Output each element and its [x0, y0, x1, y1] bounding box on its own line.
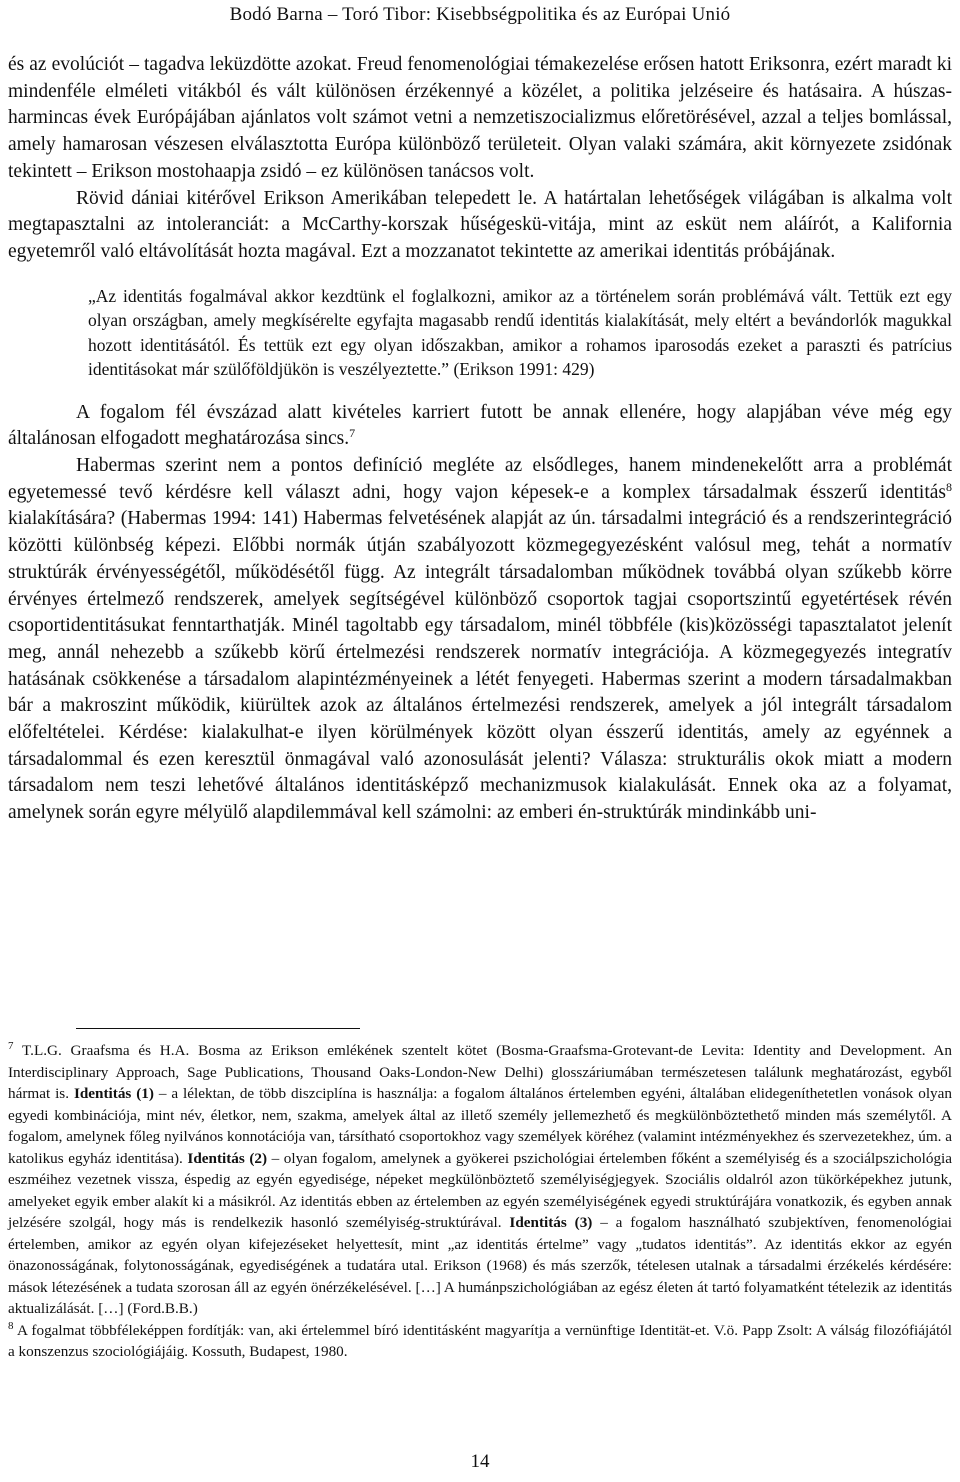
footnote-7-text-c: – olyan fogalom, amelynek a gyökerei pszichológiai értelemben főként a személyiség és a szociálpszichológia eszméihez vezetnek vissza, éspedig az egyén egyedisége, népeket megkülönböztető személyiségjegyek. Szociális oldalról azon tükörképekhez jutunk, amelyeket egyik ember alakít ki a másikról. Az identitás ebben az értelemben az egyén személyiségének egyedi struktúrájára vonatkozik, és egyben annak jelzésére szolgál, hogy más is rendelkezik hasonló személyiség-struktúrával.: [8, 1149, 952, 1231]
paragraph-3: [8, 400, 952, 453]
footnote-ref-7[interactable]: 7: [349, 426, 356, 441]
footnote-7: [8, 1040, 952, 1320]
paragraph-3-text: A fogalom fél évszázad alatt kivételes karriert futott be annak ellenére, hogy alapjában véve még egy általánosan elfogadott meghatározása sincs.: [8, 401, 952, 450]
footnote-8-number: 8: [8, 1319, 14, 1332]
block-quote: „Az identitás fogalmával akkor kezdtünk el foglalkozni, amikor az a történelem során problémává vált. Tettük ezt egy olyan országban, amely megkísérelte egyfajta magasabb rendű identitás kialakítását, mely eltért a bevándorlók magukkal hozott identitásától. És tettük ezt egy olyan időszakban, amikor a rohamos iparosodás ezeket a paraszti és patrícius identitásokat már szülőföldjükön is veszélyeztette.” (Erikson 1991: 429): [88, 285, 952, 380]
footnote-7-term-3: Identitás (3): [509, 1214, 593, 1231]
paragraph-4-text-a: Habermas szerint nem a pontos definíció megléte az elsődleges, hanem mindenekelőtt arra a problémát egyetemessé tevő kérdésre kell választ adni, hogy vajon képesek-e a komplex társadalmak ésszerű identitás: [8, 455, 952, 503]
footnote-ref-8[interactable]: 8: [946, 479, 952, 494]
paragraph-2: Rövid dániai kitérővel Erikson Amerikában telepedett le. A határtalan lehetőségek világában is alkalma volt megtapasztalni az intoleranciát: a McCarthy-korszak hűségeskü-vitája, mint az esküt nem aláírót, a Kalifornia egyetemről való eltávolítását hozta magával. Ezt a mozzanatot tekintette az amerikai identitás próbájának.: [8, 187, 952, 262]
paragraph-4: [8, 453, 952, 827]
footnote-7-term-2: Identitás (2): [187, 1149, 268, 1167]
footnote-7-text-b: – a lélektan, de több diszciplína is használja: a fogalom általános értelemben egyéni, általában elidegeníthetetlen vonások olyan egyedi kombinációja, mint név, életkor, nem, szakma, amelyek által az illető személy jellemezhető és megkülönböztethető minden más személytől. A fogalom, amelynek főleg nyilvános konnotációja van, társítható csoportokhoz vagy személyek köréhez (valamint intézményekhez és szervezetekhez, úm. a katolikus egyház identitása).: [8, 1085, 952, 1167]
footnotes: [8, 1040, 952, 1363]
footnote-separator: [76, 1028, 360, 1029]
footnote-8: [8, 1320, 952, 1363]
footnote-7-text-a: T.L.G. Graafsma és H.A. Bosma az Erikson emlékének szentelt kötet (Bosma-Graafsma-Grotevant-de Levita: Identity and Development. An Interdisciplinary Approach, Sage Publications, Thousand Oaks-London-New Delhi) glosszáriumában természetesen találunk meghatározást, egyből hármat is.: [8, 1042, 952, 1102]
page-number: 14: [470, 1451, 490, 1472]
footnote-7-term-1: Identitás (1): [73, 1085, 154, 1102]
footnote-7-number: 7: [8, 1040, 14, 1052]
paragraph-1: és az evolúciót – tagadva leküzdötte azokat. Freud fenomenológiai témakezelése erősen hatott Eriksonra, ezért maradt ki mindenféle elméleti vitákból és vált különösen érzékennyé a közélet, a politika jelzéseire és hatásaira. A húszas-harmincas évek Európájában ajánlatos volt számot vetni a nemzetiszocializmus előretörésével, azzal a teljes bomlással, amely hamarosan vészesen elválasztotta Európa különböző területeit. Olyan valaki számára, akit környezete zsidónak tekintett – Erikson mostohaapja zsidó – ez különösen tanácsos volt.: [8, 54, 952, 182]
footnote-8-text: A fogalmat többféleképpen fordítják: van, aki értelemmel bíró identitásként magyarítja a vernünftige Identität-et. V.ö. Papp Zsolt: A válság filozófiájától a konszenzus szociológiájáig. Kossuth, Budapest, 1980.: [8, 1321, 952, 1360]
running-header: Bodó Barna – Toró Tibor: Kisebbségpolitika és az Európai Unió: [229, 4, 731, 25]
footnote-7-text-d: – a fogalom használható szubjektíven, fenomenológiai értelemben, amikor az egyén olyan kifejezéseket helyettesít, mint „az identitás értelme” vagy „tudatos identitás”. Az identitás ekkor az egyén önazonosságának, folytonosságának, egyediségének a tudatára utal. Erikson (1968) és más szerzők, tételesen utalnak a társadalmi érzékelés kérdésére: mások létezésének a tudata szorosan áll az egyén önérzékelésével. […] A humánpszichológiában az egész életen át tartó folyamatként tételezik az identitás aktualizálását. […] (Ford.B.B.): [8, 1214, 952, 1317]
paragraph-4-text-b: kialakítására? (Habermas 1994: 141) Habermas felvetésének alapját az ún. társadalmi integráció és a rendszerintegráció közötti különbség képezi. Előbbi normák útján szabályozott közmegegyezésként valósul meg, tehát a normatív struktúrák érvényességétől, működésétől függ. Az integrált társadalomban működnek továbbá olyan szűkebb körre érvényes értelmező rendszerek, amelyek segítségével különböző csoportok tagjai csoportszintű egyetértések révén csoportidentitásukat fenntarthatják. Minél tagoltabb egy társadalom, minél többféle (kis)közösségi tapasztalatot jelenít meg, annál nehezebb a szűkebb körű értelmezési rendszerek normatív integrációja. A közmegegyezés integratív hatásának csökkenése a társadalom alapintézményeinek a létét fenyegeti. Habermas szerint a modern társadalmakban bár a makroszint működik, kiürültek azok az általános értelmezési rendszerek, amelyek a jól integrált társadalom előfeltételei. Kérdése: kialakulhat-e ilyen körülmények között olyan ésszerű identitás, amely az egyénnek a társadalommal és ezen keresztül önmagával való azonosulását jelenti? Válasza: strukturális okok miatt a modern társadalom nem teszi lehetővé általános identitásképző mechanizmusok kialakulását. Ennek oka az a folyamat, amelynek során egyre mélyülő alapdilemmával kell számolni: az emberi én-struktúrák mindinkább uni-: [8, 508, 952, 824]
main-text: [8, 52, 952, 827]
